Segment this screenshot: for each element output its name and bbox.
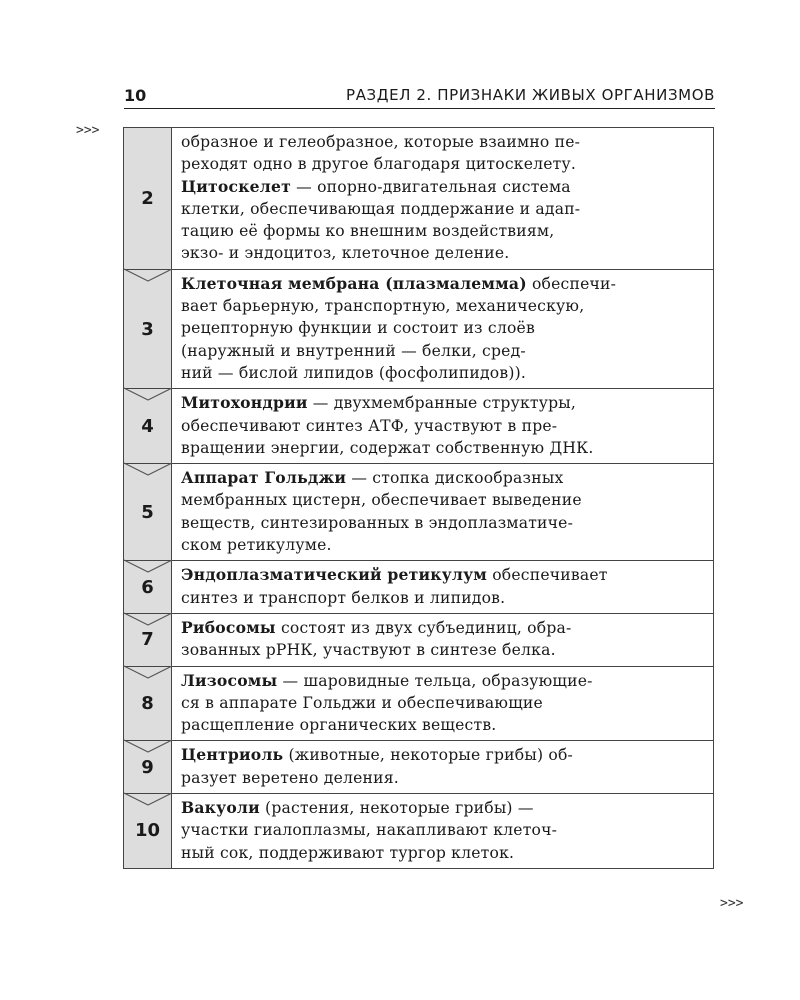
chevron-divider-icon bbox=[124, 740, 172, 754]
text-segment: синтез и транспорт белков и липидов. bbox=[181, 588, 506, 607]
text-segment: клетки, обеспечивающая поддержание и адап- bbox=[181, 199, 581, 218]
text-segment: расщепление органических веществ. bbox=[181, 716, 497, 735]
text-segment: разует веретено деления. bbox=[181, 768, 399, 787]
row-description bbox=[172, 128, 713, 269]
term-bold: Клеточная мембрана (плазмалемма) bbox=[181, 273, 527, 293]
text-segment: обеспечивает bbox=[487, 566, 608, 585]
text-segment: — шаровидные тельца, образующие- bbox=[277, 671, 593, 690]
chevron-divider-icon bbox=[124, 793, 172, 807]
table-row bbox=[123, 561, 714, 614]
cell-organelles-table bbox=[123, 127, 714, 869]
text-segment: тацию её формы ко внешним воздействиям, bbox=[181, 222, 555, 241]
text-segment: реходят одно в другое благодаря цитоскелету. bbox=[181, 155, 577, 174]
chevron-divider-icon bbox=[124, 269, 172, 283]
term-bold: Лизосомы bbox=[181, 670, 278, 690]
chevron-divider-icon bbox=[124, 463, 172, 477]
table-row bbox=[123, 794, 714, 869]
row-number: 6 bbox=[124, 561, 172, 613]
text-segment: ском ретикулуме. bbox=[181, 536, 332, 555]
text-segment: (животные, некоторые грибы) об- bbox=[283, 746, 574, 765]
table-row bbox=[123, 270, 714, 389]
row-number: 4 bbox=[124, 389, 172, 463]
term-bold: Цитоскелет bbox=[181, 176, 291, 196]
text-segment: зованных рРНК, участвуют в синтезе белка. bbox=[181, 641, 556, 660]
text-segment: рецепторную функции и состоит из слоёв bbox=[181, 319, 535, 338]
row-number: 2 bbox=[124, 128, 172, 269]
chevron-divider-icon bbox=[124, 666, 172, 680]
row-description bbox=[172, 464, 713, 560]
page-number: 10 bbox=[124, 86, 147, 105]
text-segment: веществ, синтезированных в эндоплазматиче- bbox=[181, 513, 574, 532]
text-segment: вращении энергии, содержат собственную ДНК. bbox=[181, 438, 594, 457]
text-segment: — опорно-двигательная система bbox=[290, 177, 571, 196]
row-description bbox=[172, 667, 713, 741]
section-title: РАЗДЕЛ 2. ПРИЗНАКИ ЖИВЫХ ОРГАНИЗМОВ bbox=[346, 86, 715, 104]
text-segment: образное и гелеобразное, которые взаимно пе- bbox=[181, 133, 581, 151]
term-bold: Рибосомы bbox=[181, 617, 276, 637]
row-number: 3 bbox=[124, 270, 172, 388]
chevron-divider-icon bbox=[124, 613, 172, 627]
row-description bbox=[172, 614, 713, 666]
continuation-marker-bottom: >>> bbox=[720, 896, 744, 911]
row-description bbox=[172, 561, 713, 613]
chevron-divider-icon bbox=[124, 388, 172, 402]
text-segment: мембранных цистерн, обеспечивает выведение bbox=[181, 491, 582, 510]
term-bold: Эндоплазматический ретикулум bbox=[181, 565, 488, 585]
row-number: 7 bbox=[124, 614, 172, 666]
chevron-divider-icon bbox=[124, 560, 172, 574]
table-row bbox=[123, 667, 714, 742]
text-segment: обеспечивают синтез АТФ, участвуют в пре- bbox=[181, 416, 558, 435]
text-segment: (растения, некоторые грибы) — bbox=[259, 799, 534, 818]
text-segment: вает барьерную, транспортную, механическую, bbox=[181, 297, 585, 316]
term-bold: Вакуоли bbox=[181, 798, 260, 818]
text-segment: ний — бислой липидов (фосфолипидов)). bbox=[181, 363, 527, 382]
table-row bbox=[123, 127, 714, 270]
text-segment: обеспечи- bbox=[526, 274, 617, 293]
table-row bbox=[123, 614, 714, 667]
term-bold: Аппарат Гольджи bbox=[181, 468, 347, 488]
text-segment: состоят из двух субъединиц, обра- bbox=[275, 618, 572, 637]
row-description bbox=[172, 794, 713, 868]
table-row bbox=[123, 741, 714, 794]
continuation-marker-top: >>> bbox=[76, 123, 100, 138]
table-row bbox=[123, 389, 714, 464]
term-bold: Центриоль bbox=[181, 745, 284, 765]
text-segment: участки гиалоплазмы, накапливают клеточ- bbox=[181, 821, 558, 840]
row-number: 10 bbox=[124, 794, 172, 868]
table-row bbox=[123, 464, 714, 561]
term-bold: Митохондрии bbox=[181, 393, 308, 413]
text-segment: (наружный и внутренний — белки, сред- bbox=[181, 341, 526, 360]
text-segment: ся в аппарате Гольджи и обеспечивающие bbox=[181, 693, 543, 712]
text-segment: — двухмембранные структуры, bbox=[307, 394, 577, 413]
row-description bbox=[172, 741, 713, 793]
row-number: 8 bbox=[124, 667, 172, 741]
row-number: 9 bbox=[124, 741, 172, 793]
row-description bbox=[172, 270, 713, 388]
row-description bbox=[172, 389, 713, 463]
text-segment: ный сок, поддерживают тургор клеток. bbox=[181, 843, 515, 862]
page-header bbox=[124, 86, 715, 109]
text-segment: экзо- и эндоцитоз, клеточное деление. bbox=[181, 244, 510, 263]
row-number: 5 bbox=[124, 464, 172, 560]
text-segment: — стопка дискообразных bbox=[346, 469, 564, 488]
